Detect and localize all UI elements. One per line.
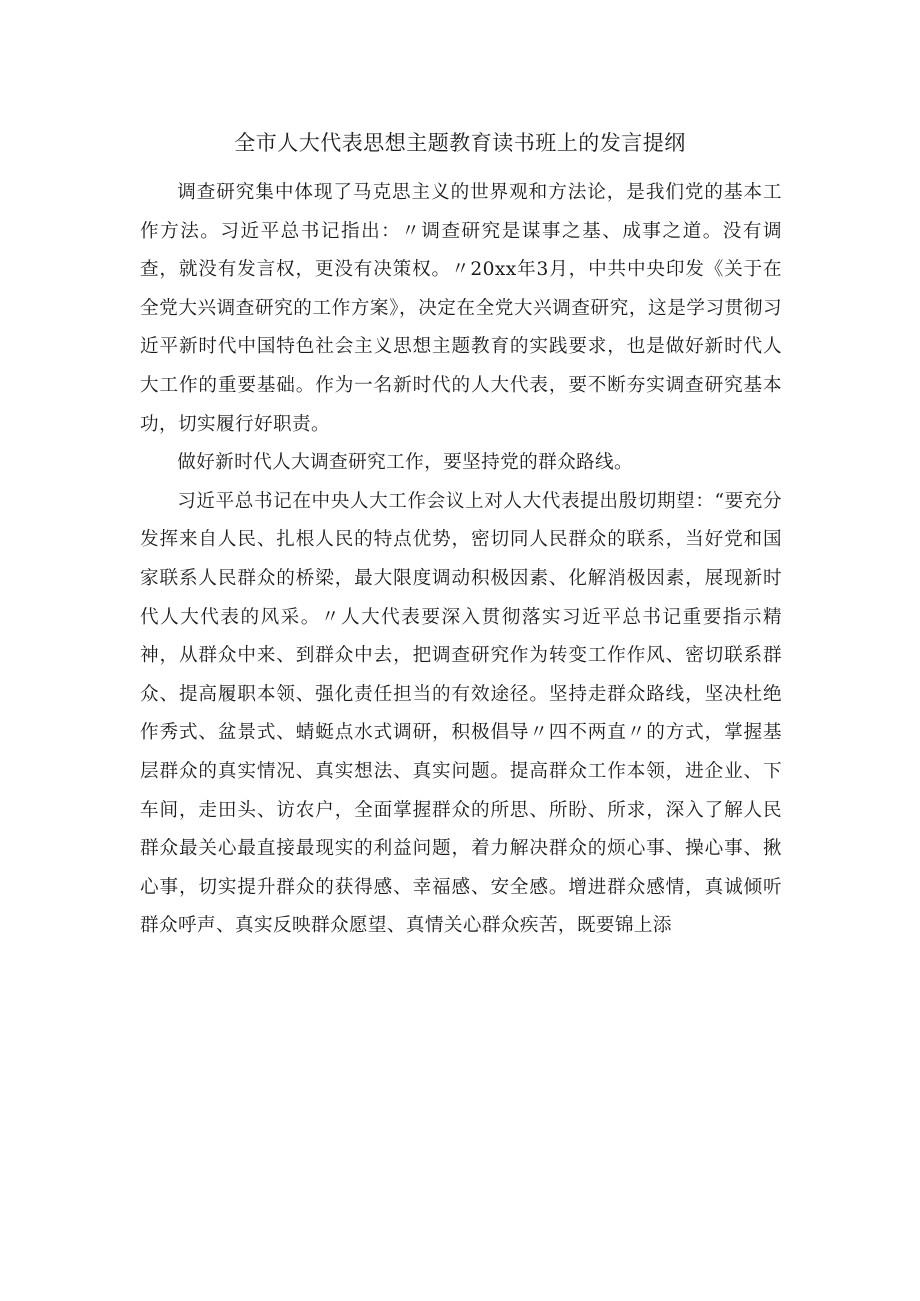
paragraph: 调查研究集中体现了马克思主义的世界观和方法论，是我们党的基本工作方法。习近平总书记指出：〃调查研究是谋事之基、成事之道。没有调查，就没有发言权，更没有决策权。〃20xx年3月，中共中央印发《关于在全党大兴调查研究的工作方案》，决定在全党大兴调查研究，这是学习贯彻习近平新时代中国特色社会主义思想主题教育的实践要求，也是做好新时代人大工作的重要基础。作为一名新时代的人大代表，要不断夯实调查研究基本功，切实履行好职责。	[140, 182, 782, 435]
document-body	[140, 174, 782, 946]
document-title: 全市人大代表思想主题教育读书班上的发言提纲	[234, 131, 686, 155]
paragraph: 做好新时代人大调查研究工作，要坚持党的群众路线。	[177, 452, 634, 474]
paragraph: 习近平总书记在中央人大工作会议上对人大代表提出殷切期望：“要充分发挥来自人民、扎根人民的特点优势，密切同人民群众的联系，当好党和国家联系人民群众的桥梁，最大限度调动积极因素、化解消极因素，展现新时代人大代表的风采。〃人大代表要深入贯彻落实习近平总书记重要指示精神，从群众中来、到群众中去，把调查研究作为转变工作作风、密切联系群众、提高履职本领、强化责任担当的有效途径。坚持走群众路线，坚决杜绝作秀式、盆景式、蜻蜓点水式调研，积极倡导〃四不两直〃的方式，掌握基层群众的真实情况、真实想法、真实问题。提高群众工作本领，进企业、下车间，走田头、访农户，全面掌握群众的所思、所盼、所求，深入了解人民群众最关心最直接最现实的利益问题，着力解决群众的烦心事、操心事、揪心事，切实提升群众的获得感、幸福感、安全感。增进群众感情，真诚倾听群众呼声、真实反映群众愿望、真情关心群众疾苦，既要锦上添	[140, 490, 782, 937]
